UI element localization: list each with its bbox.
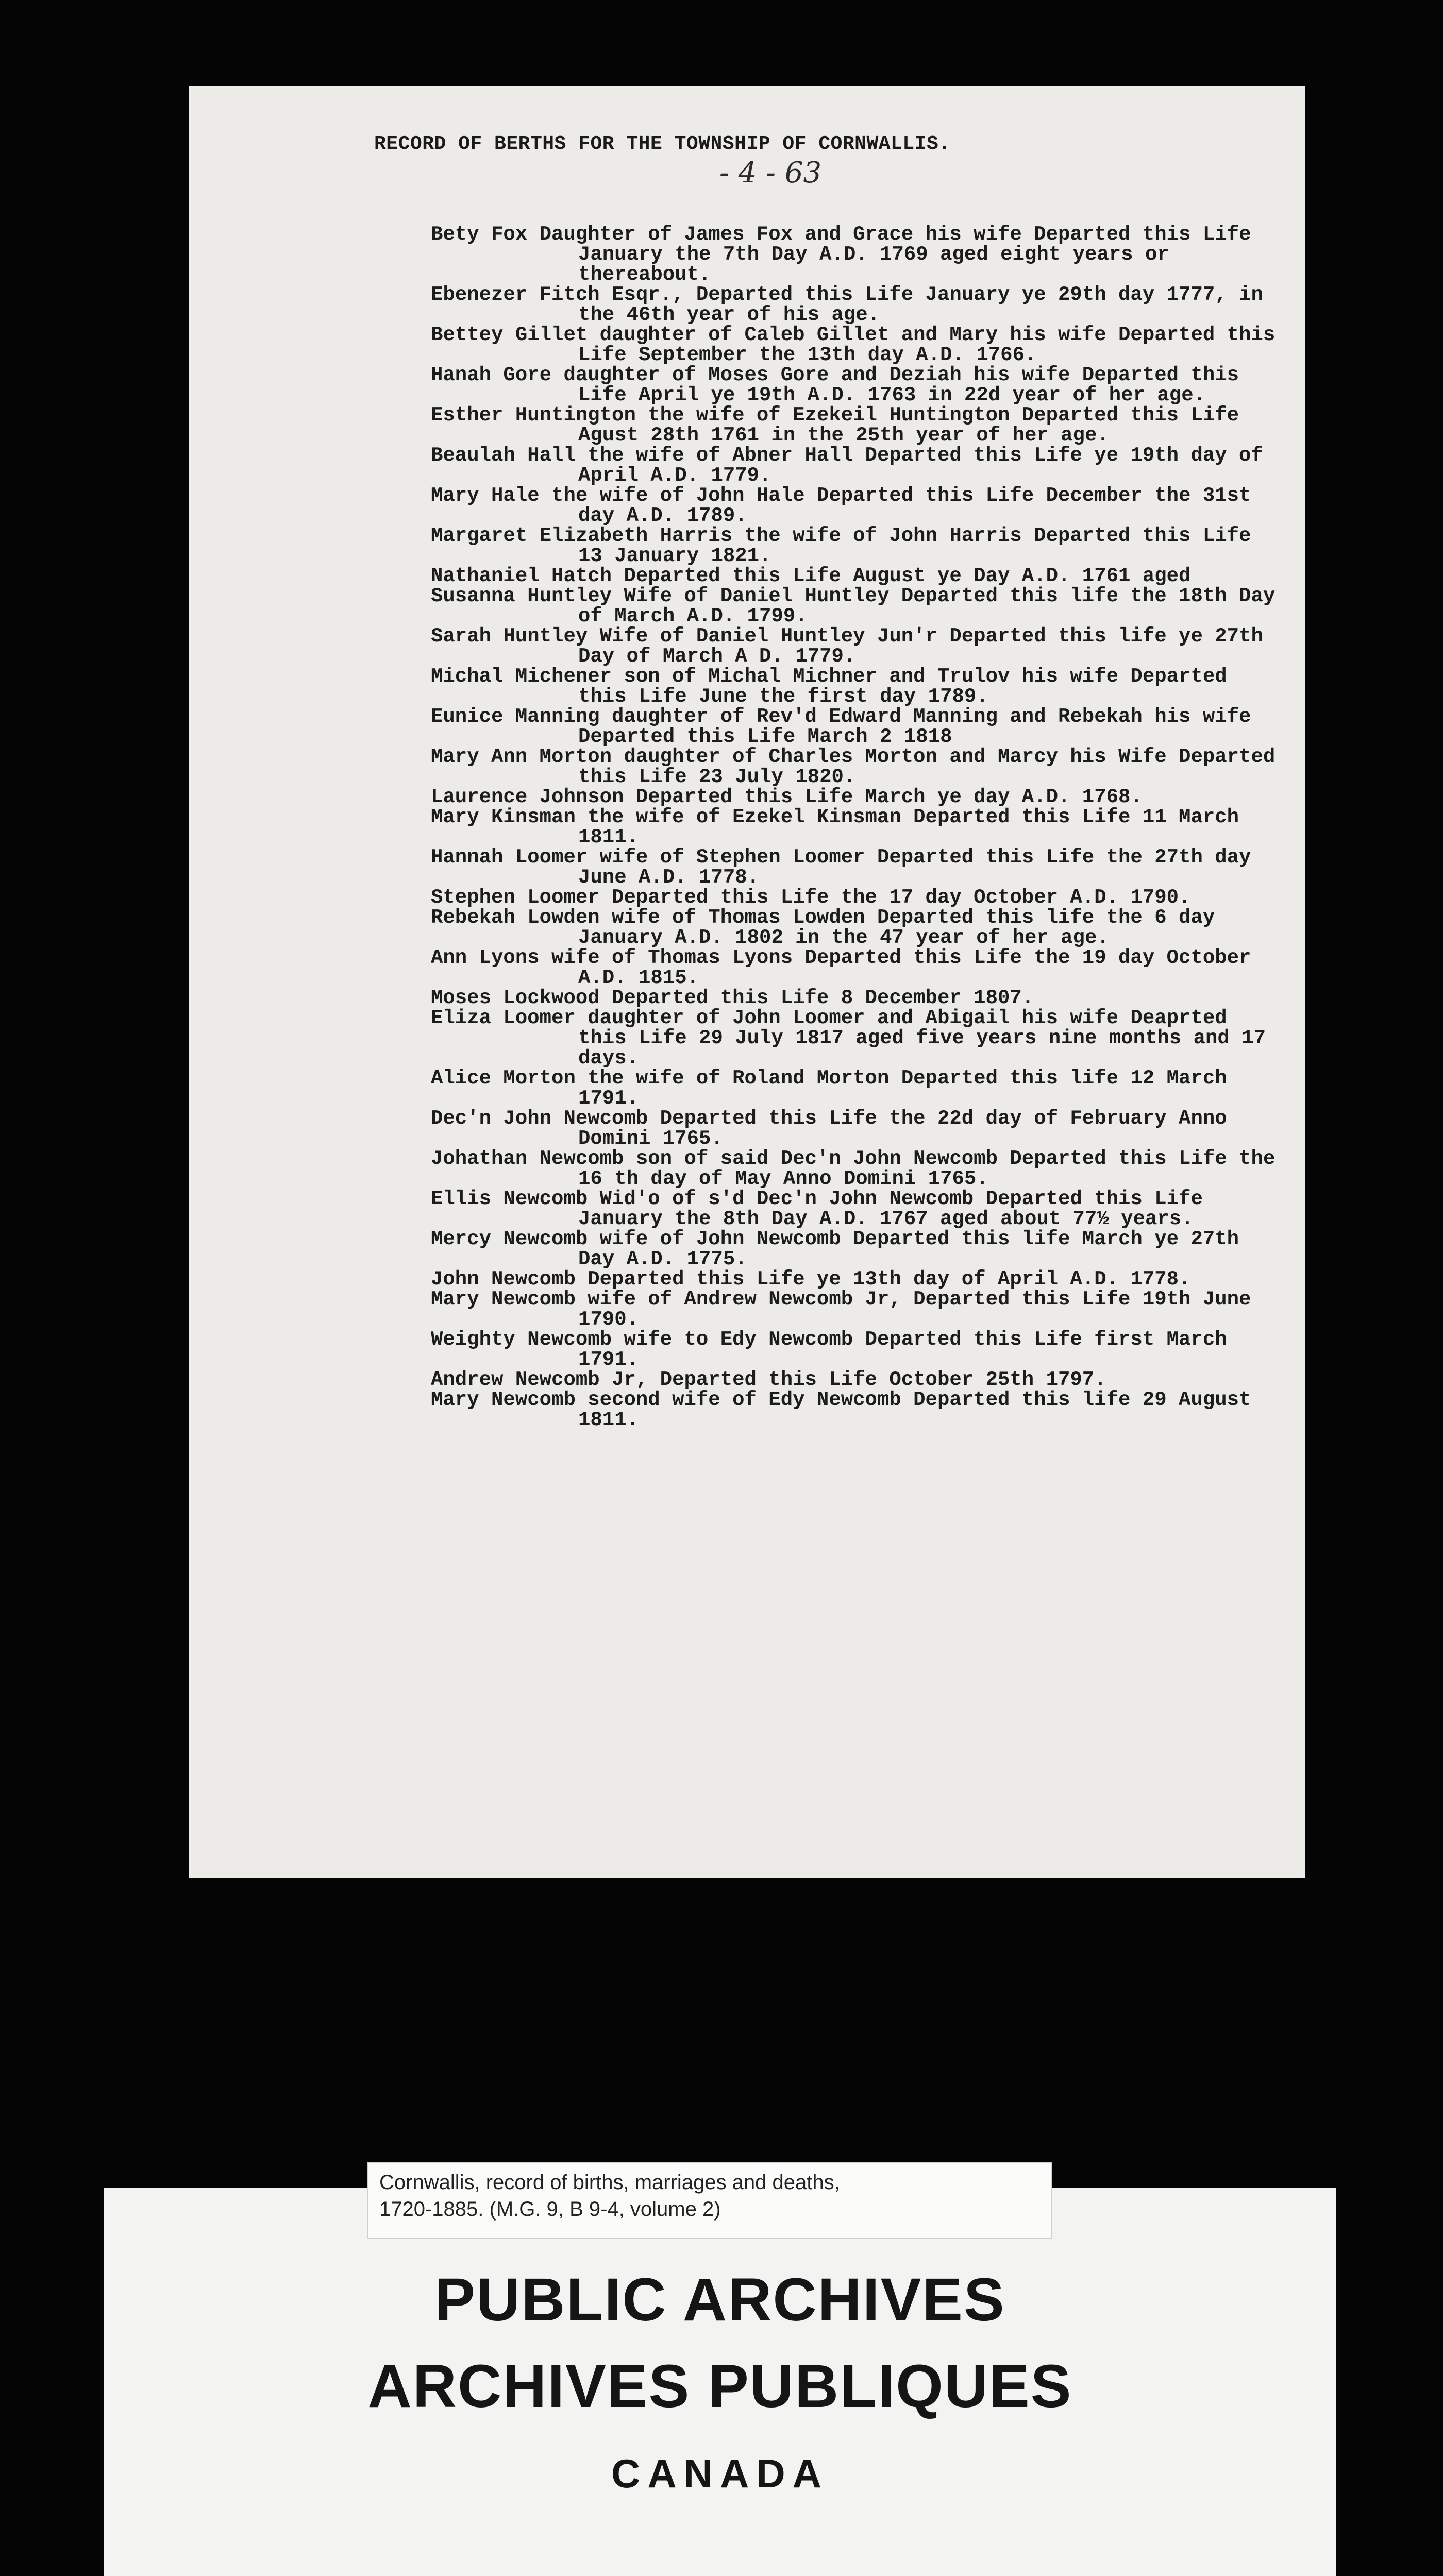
record-entry: Stephen Loomer Departed this Life the 17 day October A.D. 1790. bbox=[431, 886, 1191, 909]
record-entry: Sarah Huntley Wife of Daniel Huntley Jun'r Departed this life ye 27th Day of March A D. 1779. bbox=[431, 625, 1276, 668]
record-entry: Andrew Newcomb Jr, Departed this Life October 25th 1797. bbox=[431, 1368, 1106, 1391]
record-entry: Moses Lockwood Departed this Life 8 December 1807. bbox=[431, 987, 1034, 1009]
page-header bbox=[189, 133, 1305, 190]
record-entry: Mercy Newcomb wife of John Newcomb Departed this life March ye 27th Day A.D. 1775. bbox=[431, 1228, 1251, 1270]
record-entry: Esther Huntington the wife of Ezekeil Huntington Departed this Life Agust 28th 1761 in the 25th year of her age. bbox=[431, 404, 1251, 447]
record-entry: Bettey Gillet daughter of Caleb Gillet and Mary his wife Departed this Life September the 13th day A.D. 1766. bbox=[431, 324, 1287, 366]
record-entry: Ellis Newcomb Wid'o of s'd Dec'n John Newcomb Departed this Life January the 8th Day A.D. 1767 aged about 77½ years. bbox=[431, 1188, 1215, 1230]
collection-label bbox=[367, 2162, 1052, 2239]
archive-name-french: ARCHIVES PUBLIQUES bbox=[367, 2352, 1072, 2420]
archive-country: CANADA bbox=[611, 2451, 829, 2496]
death-record-list bbox=[431, 225, 1286, 1430]
record-entry: Hanah Gore daughter of Moses Gore and Deziah his wife Departed this Life April ye 19th A.D. 1763 in 22d year of her age. bbox=[431, 364, 1251, 406]
document-page bbox=[189, 86, 1305, 1878]
record-entry: Susanna Huntley Wife of Daniel Huntley Departed this life the 18th Day of March A.D. 1799. bbox=[431, 585, 1287, 628]
record-entry: Mary Hale the wife of John Hale Departed this Life December the 31st day A.D. 1789. bbox=[431, 484, 1263, 527]
record-entry: Laurence Johnson Departed this Life March ye day A.D. 1768. bbox=[431, 786, 1143, 808]
record-entry: Hannah Loomer wife of Stephen Loomer Departed this Life the 27th day June A.D. 1778. bbox=[431, 846, 1263, 889]
collection-label-line: Cornwallis, record of births, marriages and deaths, bbox=[379, 2171, 840, 2194]
record-entry: Eunice Manning daughter of Rev'd Edward Manning and Rebekah his wife Departed this Life March 2 1818 bbox=[431, 705, 1263, 748]
archive-name-english: PUBLIC ARCHIVES bbox=[434, 2266, 1005, 2334]
record-entry: Mary Ann Morton daughter of Charles Morton and Marcy his Wife Departed this Life 23 July 1820. bbox=[431, 745, 1287, 788]
record-entry: Beaulah Hall the wife of Abner Hall Departed this Life ye 19th day of April A.D. 1779. bbox=[431, 444, 1276, 487]
record-entry: Eliza Loomer daughter of John Loomer and Abigail his wife Deaprted this Life 29 July 1817 aged five years nine months and 17 days. bbox=[431, 1007, 1278, 1070]
record-entry: Dec'n John Newcomb Departed this Life the 22d day of February Anno Domini 1765. bbox=[431, 1107, 1239, 1150]
collection-label-line: 1720-1885. (M.G. 9, B 9-4, volume 2) bbox=[379, 2198, 721, 2221]
record-entry: Weighty Newcomb wife to Edy Newcomb Departed this Life first March 1791. bbox=[431, 1328, 1239, 1371]
record-entry: Rebekah Lowden wife of Thomas Lowden Departed this life the 6 day January A.D. 1802 in the 47 year of her age. bbox=[431, 906, 1227, 949]
record-entry: Mary Newcomb second wife of Edy Newcomb Departed this life 29 August 1811. bbox=[431, 1388, 1263, 1431]
record-entry: Alice Morton the wife of Roland Morton Departed this life 12 March 1791. bbox=[431, 1067, 1239, 1110]
page-number: - 4 - 63 bbox=[719, 156, 822, 190]
page-title: RECORD OF BERTHS FOR THE TOWNSHIP OF CORNWALLIS. bbox=[374, 133, 951, 155]
record-entry: Michal Michener son of Michal Michner and Trulov his wife Departed this Life June the first day 1789. bbox=[431, 665, 1239, 708]
record-entry: Nathaniel Hatch Departed this Life August ye Day A.D. 1761 aged bbox=[431, 565, 1191, 587]
record-entry: John Newcomb Departed this Life ye 13th day of April A.D. 1778. bbox=[431, 1268, 1191, 1291]
record-entry: Bety Fox Daughter of James Fox and Grace his wife Departed this Life January the 7th Day A.D. 1769 aged eight years or thereabout. bbox=[431, 223, 1263, 286]
record-entry: Johathan Newcomb son of said Dec'n John Newcomb Departed this Life the 16 th day of May Anno Domini 1765. bbox=[431, 1147, 1287, 1190]
record-entry: Ebenezer Fitch Esqr., Departed this Life January ye 29th day 1777, in the 46th year of his age. bbox=[431, 283, 1276, 326]
archive-card bbox=[104, 2171, 1336, 2576]
record-entry: Ann Lyons wife of Thomas Lyons Departed this Life the 19 day October A.D. 1815. bbox=[431, 946, 1263, 989]
record-entry: Margaret Elizabeth Harris the wife of John Harris Departed this Life 13 January 1821. bbox=[431, 524, 1263, 567]
record-entry: Mary Kinsman the wife of Ezekel Kinsman Departed this Life 11 March 1811. bbox=[431, 806, 1251, 849]
record-entry: Mary Newcomb wife of Andrew Newcomb Jr, Departed this Life 19th June 1790. bbox=[431, 1288, 1263, 1331]
